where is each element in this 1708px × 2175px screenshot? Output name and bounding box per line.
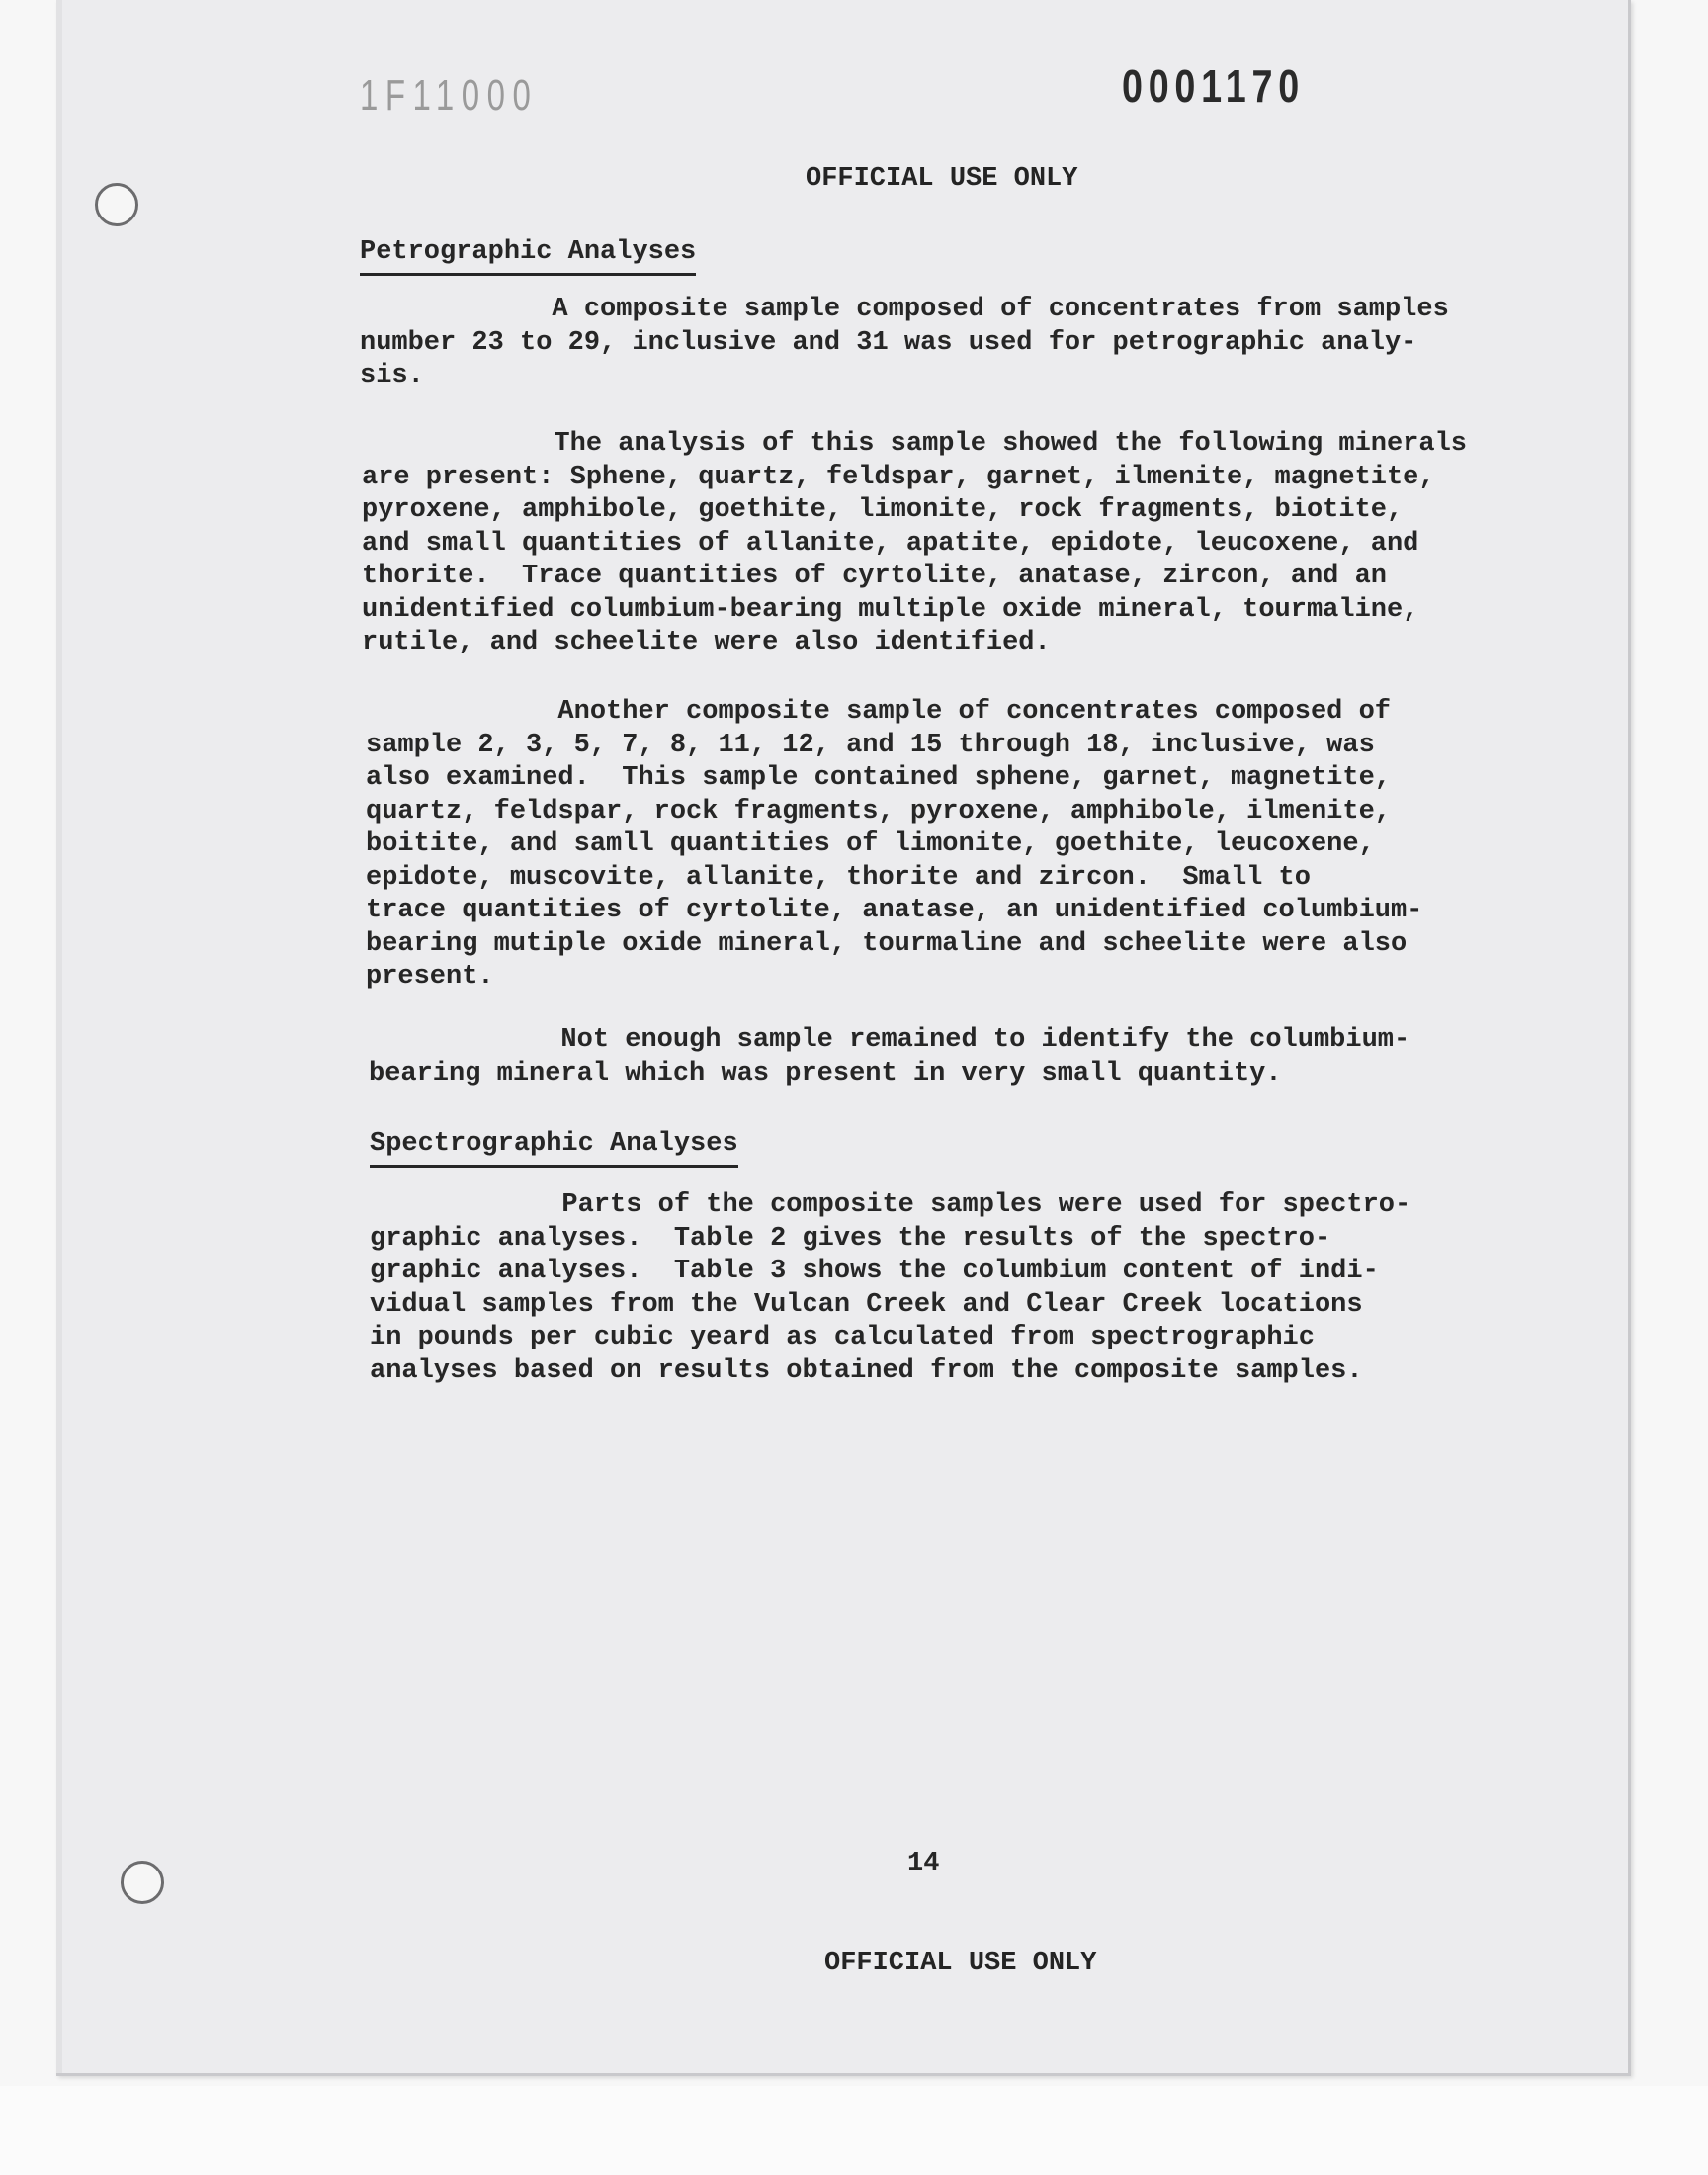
scanner-margin <box>0 2086 1708 2175</box>
section-heading-petrographic: Petrographic Analyses <box>360 237 696 276</box>
document-control-number: 0001170 <box>1122 60 1305 112</box>
header-classification: OFFICIAL USE ONLY <box>806 164 1078 194</box>
paragraph-petrographic-1: A composite sample composed of concentrates from samples number 23 to 29, inclusive and 31 was used for petrographic analy- sis. <box>360 295 1449 391</box>
paragraph-petrographic-3: Another composite sample of concentrates composed of sample 2, 3, 5, 7, 8, 11, 12, and 15 through 18, inclusive, was also examined. This sample contained sphene, garnet, magnetite, quartz, feldspar, rock fragments, pyroxene, amphibole, ilmenite, boitite, and samll quantities of limonite, goethite, leucoxene, epidote, muscovite, allanite, thorite and zircon. Small to trace quantities of cyrtolite, anatase, an unidentified columbium- bearing mutiple oxide mineral, tourmaline and scheelite were also present. <box>366 697 1423 992</box>
page-number: 14 <box>907 1849 940 1878</box>
paragraph-petrographic-2: The analysis of this sample showed the following minerals are present: Sphene, quartz, feldspar, garnet, ilmenite, magnetite, pyroxene, amphibole, goethite, limonite, rock fragments, biotite, and small quantities of allanite, apatite, epidote, leucoxene, and thorite. Trace quantities of cyrtolite, anatase, zircon, and an unidentified columbium-bearing multiple oxide mineral, tourmaline, rutile, and scheelite were also identified. <box>362 429 1467 657</box>
page-edge <box>56 0 62 2073</box>
section-heading-spectrographic: Spectrographic Analyses <box>370 1129 738 1168</box>
paragraph-spectrographic-1: Parts of the composite samples were used for spectro- graphic analyses. Table 2 gives the results of the spectro- graphic analyses. Table 3 shows the columbium content of indi- vidual samples from the Vulcan Creek and Clear Creek locations in pounds per cubic yeard as calculated from spectrographic analyses based on results obtained from the composite samples. <box>370 1190 1411 1386</box>
punch-hole-top <box>95 183 138 226</box>
faint-stamp-number: 1F11000 <box>360 71 539 120</box>
footer-classification: OFFICIAL USE ONLY <box>824 1949 1097 1978</box>
paragraph-petrographic-4: Not enough sample remained to identify the columbium- bearing mineral which was present in very small quantity. <box>369 1025 1410 1088</box>
punch-hole-bottom <box>121 1861 164 1904</box>
